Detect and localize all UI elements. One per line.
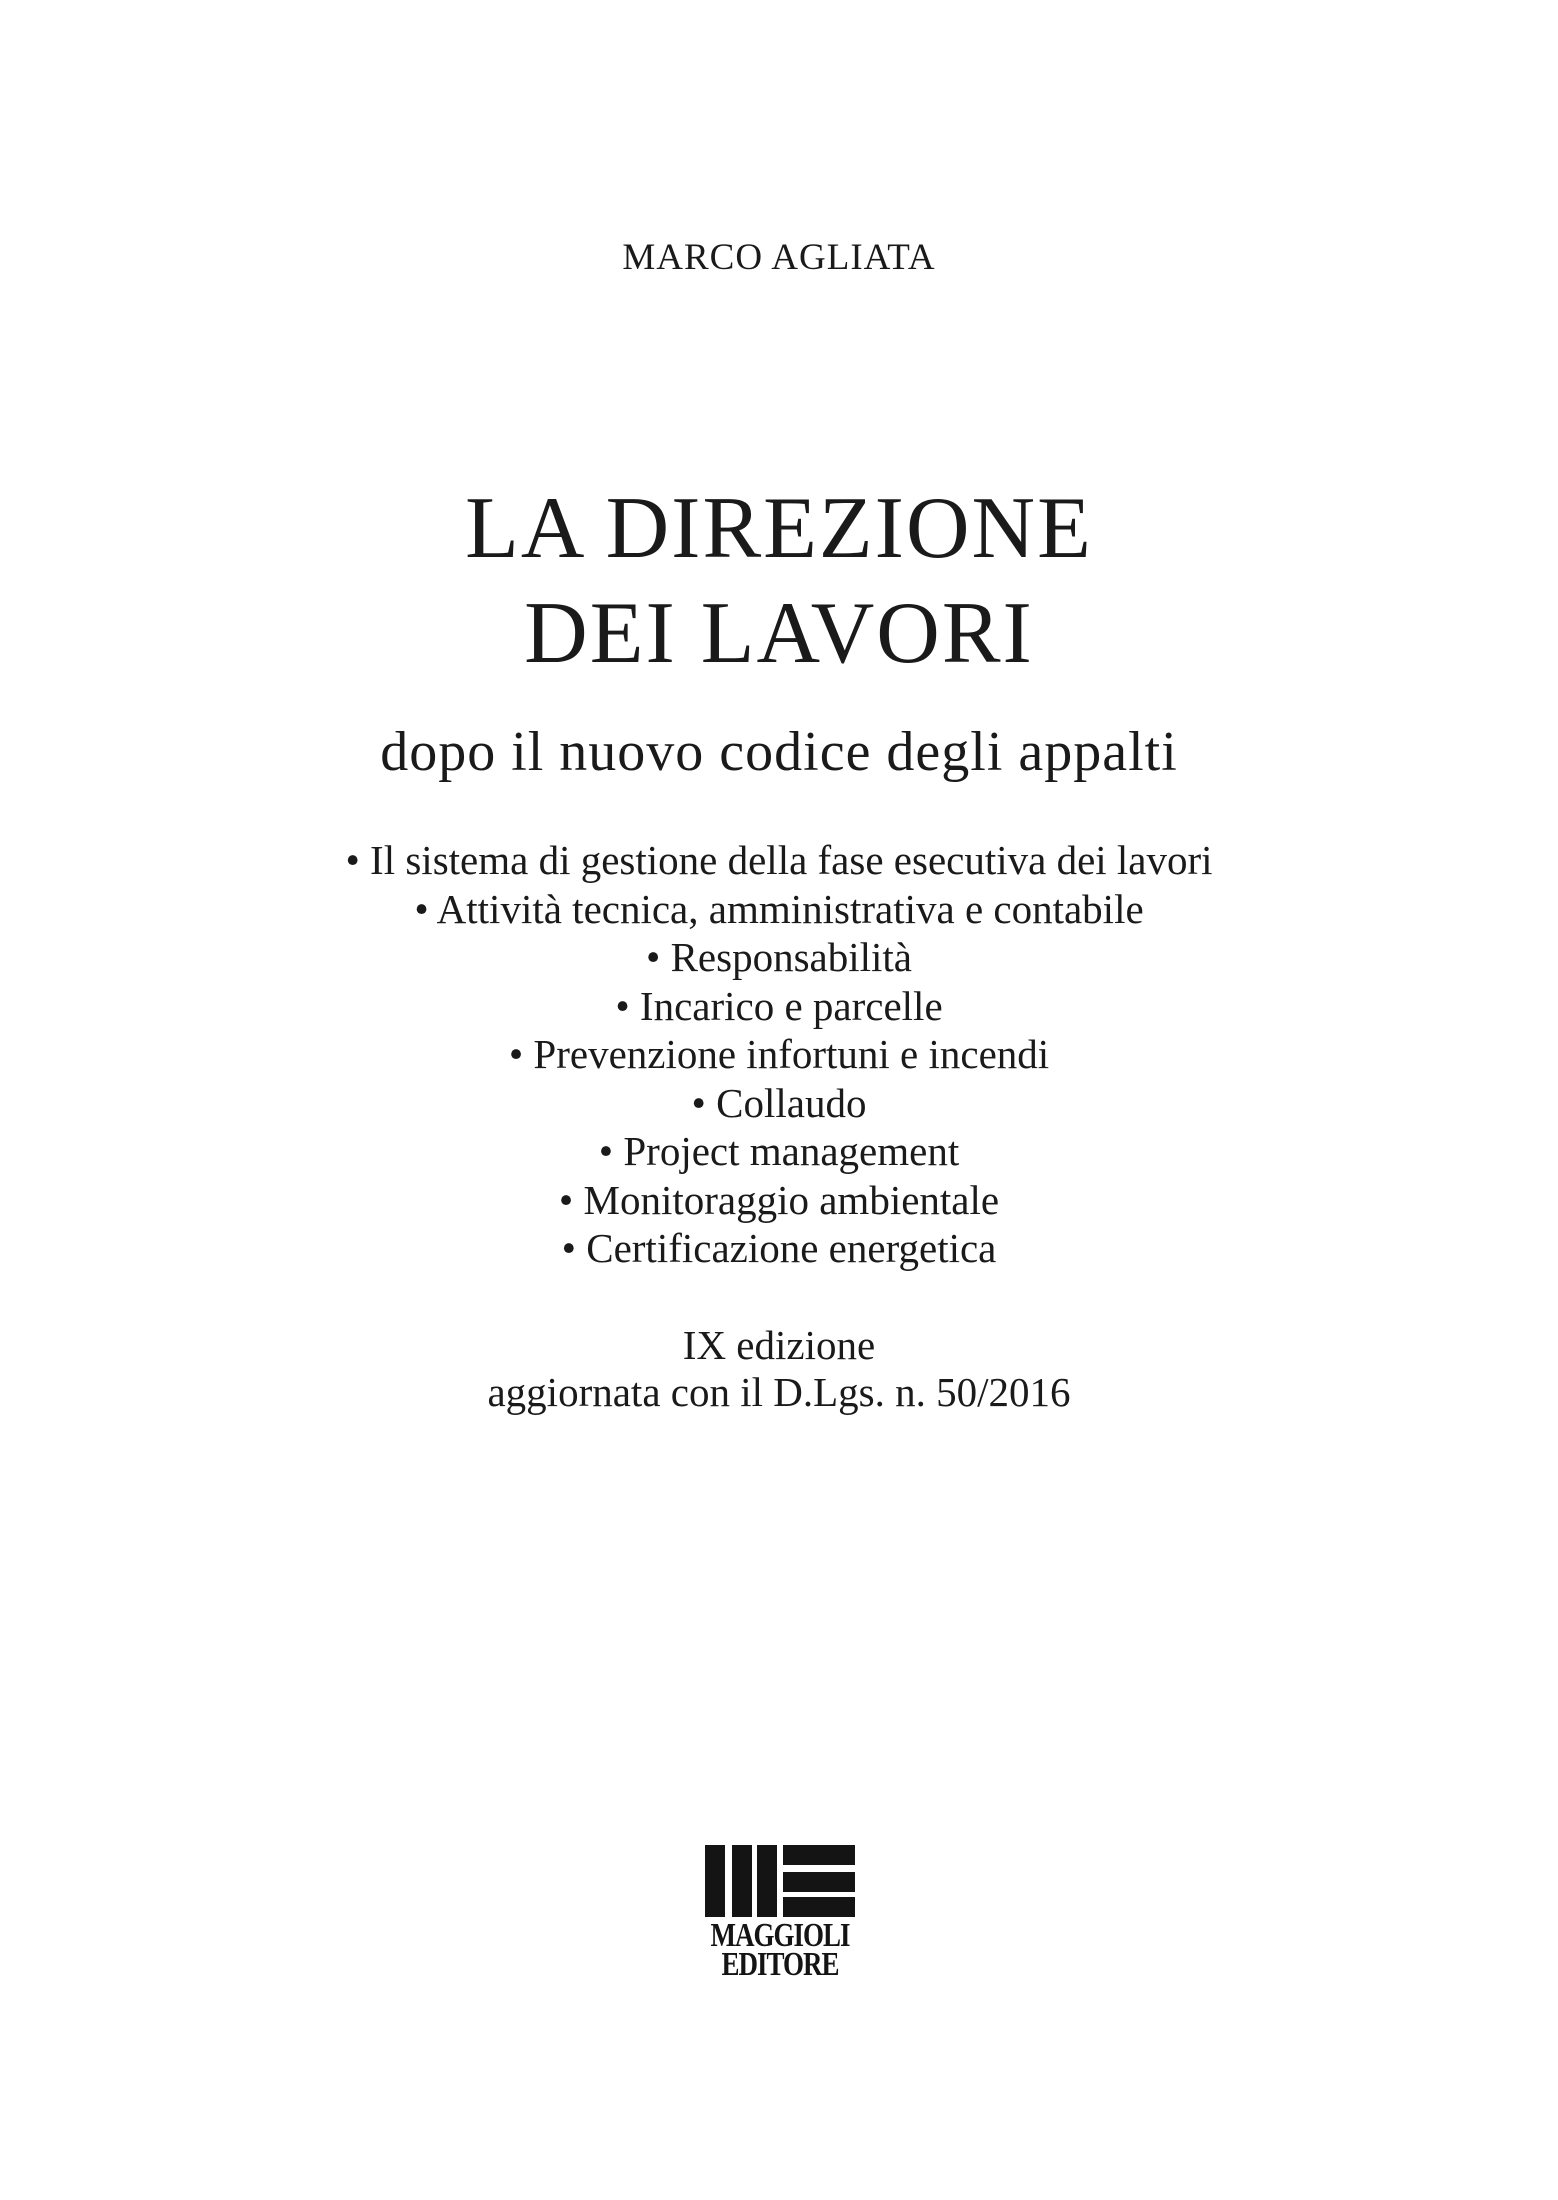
logo-text-editore: EDITORE (721, 1945, 839, 1983)
author-name: MARCO AGLIATA (622, 237, 936, 278)
edition-info (0, 1322, 1558, 1416)
logo-bar (757, 1845, 777, 1917)
topic-item: • Project management (598, 1128, 960, 1174)
logo-bar (732, 1845, 752, 1917)
book-subtitle: dopo il nuovo codice degli appalti (380, 721, 1178, 783)
book-title-line-1: LA DIREZIONE (465, 480, 1093, 577)
edition-note: aggiornata con il D.Lgs. n. 50/2016 (487, 1369, 1071, 1415)
topic-item: • Il sistema di gestione della fase esecutiva dei lavori (345, 837, 1213, 883)
topics-list (0, 836, 1558, 1273)
topic-item: • Incarico e parcelle (615, 982, 943, 1029)
book-title-line-2: DEI LAVORI (524, 585, 1034, 682)
logo-bar (783, 1845, 855, 1865)
topic-item: • Prevenzione infortuni e incendi (508, 1031, 1050, 1077)
topic-item: • Collaudo (691, 1079, 867, 1126)
publisher-logo (704, 1845, 856, 1983)
logo-bar (783, 1897, 855, 1917)
logo-bar (705, 1845, 725, 1917)
topic-item: • Attività tecnica, amministrativa e contabile (414, 885, 1144, 932)
topic-item: • Certificazione energetica (561, 1225, 997, 1271)
logo-text-maggioli: MAGGIOLI (710, 1916, 850, 1954)
logo-bar (783, 1872, 855, 1892)
edition-number: IX edizione (682, 1322, 876, 1368)
topic-item: • Monitoraggio ambientale (558, 1176, 1000, 1223)
topic-item: • Responsabilità (645, 934, 913, 980)
